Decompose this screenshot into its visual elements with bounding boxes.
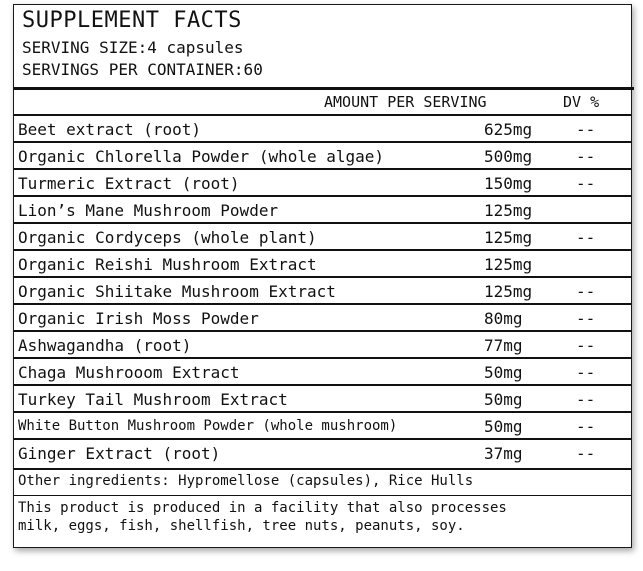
ingredient-daily-value: -- — [576, 336, 596, 355]
allergen-line-1: This product is produced in a facility that also processes — [18, 500, 507, 516]
allergen-statement — [18, 499, 507, 535]
ingredient-name: Organic Irish Moss Powder — [18, 309, 259, 328]
ingredient-amount: 125mg — [484, 228, 533, 247]
serving-size: SERVING SIZE:4 capsules — [22, 38, 244, 57]
ingredient-amount: 125mg — [484, 201, 533, 220]
ingredient-amount: 500mg — [484, 147, 533, 166]
ingredient-amount: 77mg — [484, 336, 523, 355]
ingredient-name: Organic Reishi Mushroom Extract — [18, 255, 317, 274]
ingredient-row — [14, 330, 631, 359]
ingredient-name: Organic Chlorella Powder (whole algae) — [18, 147, 385, 166]
ingredient-amount: 125mg — [484, 255, 533, 274]
ingredient-daily-value: -- — [576, 282, 596, 301]
ingredient-name: Beet extract (root) — [18, 120, 202, 139]
divider — [14, 495, 631, 496]
ingredient-name: Lion’s Mane Mushroom Powder — [18, 201, 279, 220]
supplement-facts-panel — [13, 4, 632, 548]
ingredient-row — [14, 141, 631, 170]
ingredient-daily-value: -- — [576, 228, 596, 247]
allergen-line-2: milk, eggs, fish, shellfish, tree nuts, peanuts, soy. — [18, 518, 465, 534]
ingredient-row — [14, 168, 631, 197]
servings-per-container: SERVINGS PER CONTAINER:60 — [22, 60, 263, 79]
ingredient-name: Ginger Extract (root) — [18, 444, 221, 463]
ingredient-amount: 50mg — [484, 417, 523, 436]
ingredient-amount: 37mg — [484, 444, 523, 463]
ingredient-amount: 80mg — [484, 309, 523, 328]
ingredient-row — [14, 249, 631, 278]
ingredient-name: Turmeric Extract (root) — [18, 174, 240, 193]
amount-per-serving-header: AMOUNT PER SERVING — [324, 93, 487, 111]
ingredient-name: Turkey Tail Mushroom Extract — [18, 390, 288, 409]
thick-divider — [14, 87, 634, 90]
ingredient-row — [14, 276, 631, 305]
table-bottom-divider — [14, 468, 631, 470]
ingredient-row — [14, 195, 631, 224]
ingredient-daily-value: -- — [576, 390, 596, 409]
ingredient-daily-value: -- — [576, 309, 596, 328]
ingredient-daily-value: -- — [576, 444, 596, 463]
other-ingredients: Other ingredients: Hypromellose (capsules), Rice Hulls — [18, 473, 474, 489]
ingredient-name: Ashwagandha (root) — [18, 336, 192, 355]
ingredient-amount: 50mg — [484, 390, 523, 409]
ingredient-row — [14, 411, 631, 440]
ingredient-row — [14, 438, 631, 467]
ingredient-name: Organic Cordyceps (whole plant) — [18, 228, 317, 247]
ingredient-daily-value: -- — [576, 417, 596, 436]
panel-title: SUPPLEMENT FACTS — [22, 8, 242, 33]
ingredient-row — [14, 303, 631, 332]
ingredient-name: Organic Shiitake Mushroom Extract — [18, 282, 336, 301]
ingredient-daily-value: -- — [576, 147, 596, 166]
ingredient-name: Chaga Mushrooom Extract — [18, 363, 240, 382]
ingredient-row — [14, 114, 631, 143]
ingredient-amount: 50mg — [484, 363, 523, 382]
ingredient-row — [14, 384, 631, 413]
daily-value-header: DV % — [563, 93, 600, 111]
ingredient-row — [14, 222, 631, 251]
ingredient-amount: 150mg — [484, 174, 533, 193]
ingredient-row — [14, 357, 631, 386]
ingredient-name: White Button Mushroom Powder (whole mushroom) — [18, 418, 398, 434]
ingredient-daily-value: -- — [576, 120, 596, 139]
ingredient-amount: 125mg — [484, 282, 533, 301]
ingredient-daily-value: -- — [576, 363, 596, 382]
ingredient-amount: 625mg — [484, 120, 533, 139]
ingredient-daily-value: -- — [576, 174, 596, 193]
